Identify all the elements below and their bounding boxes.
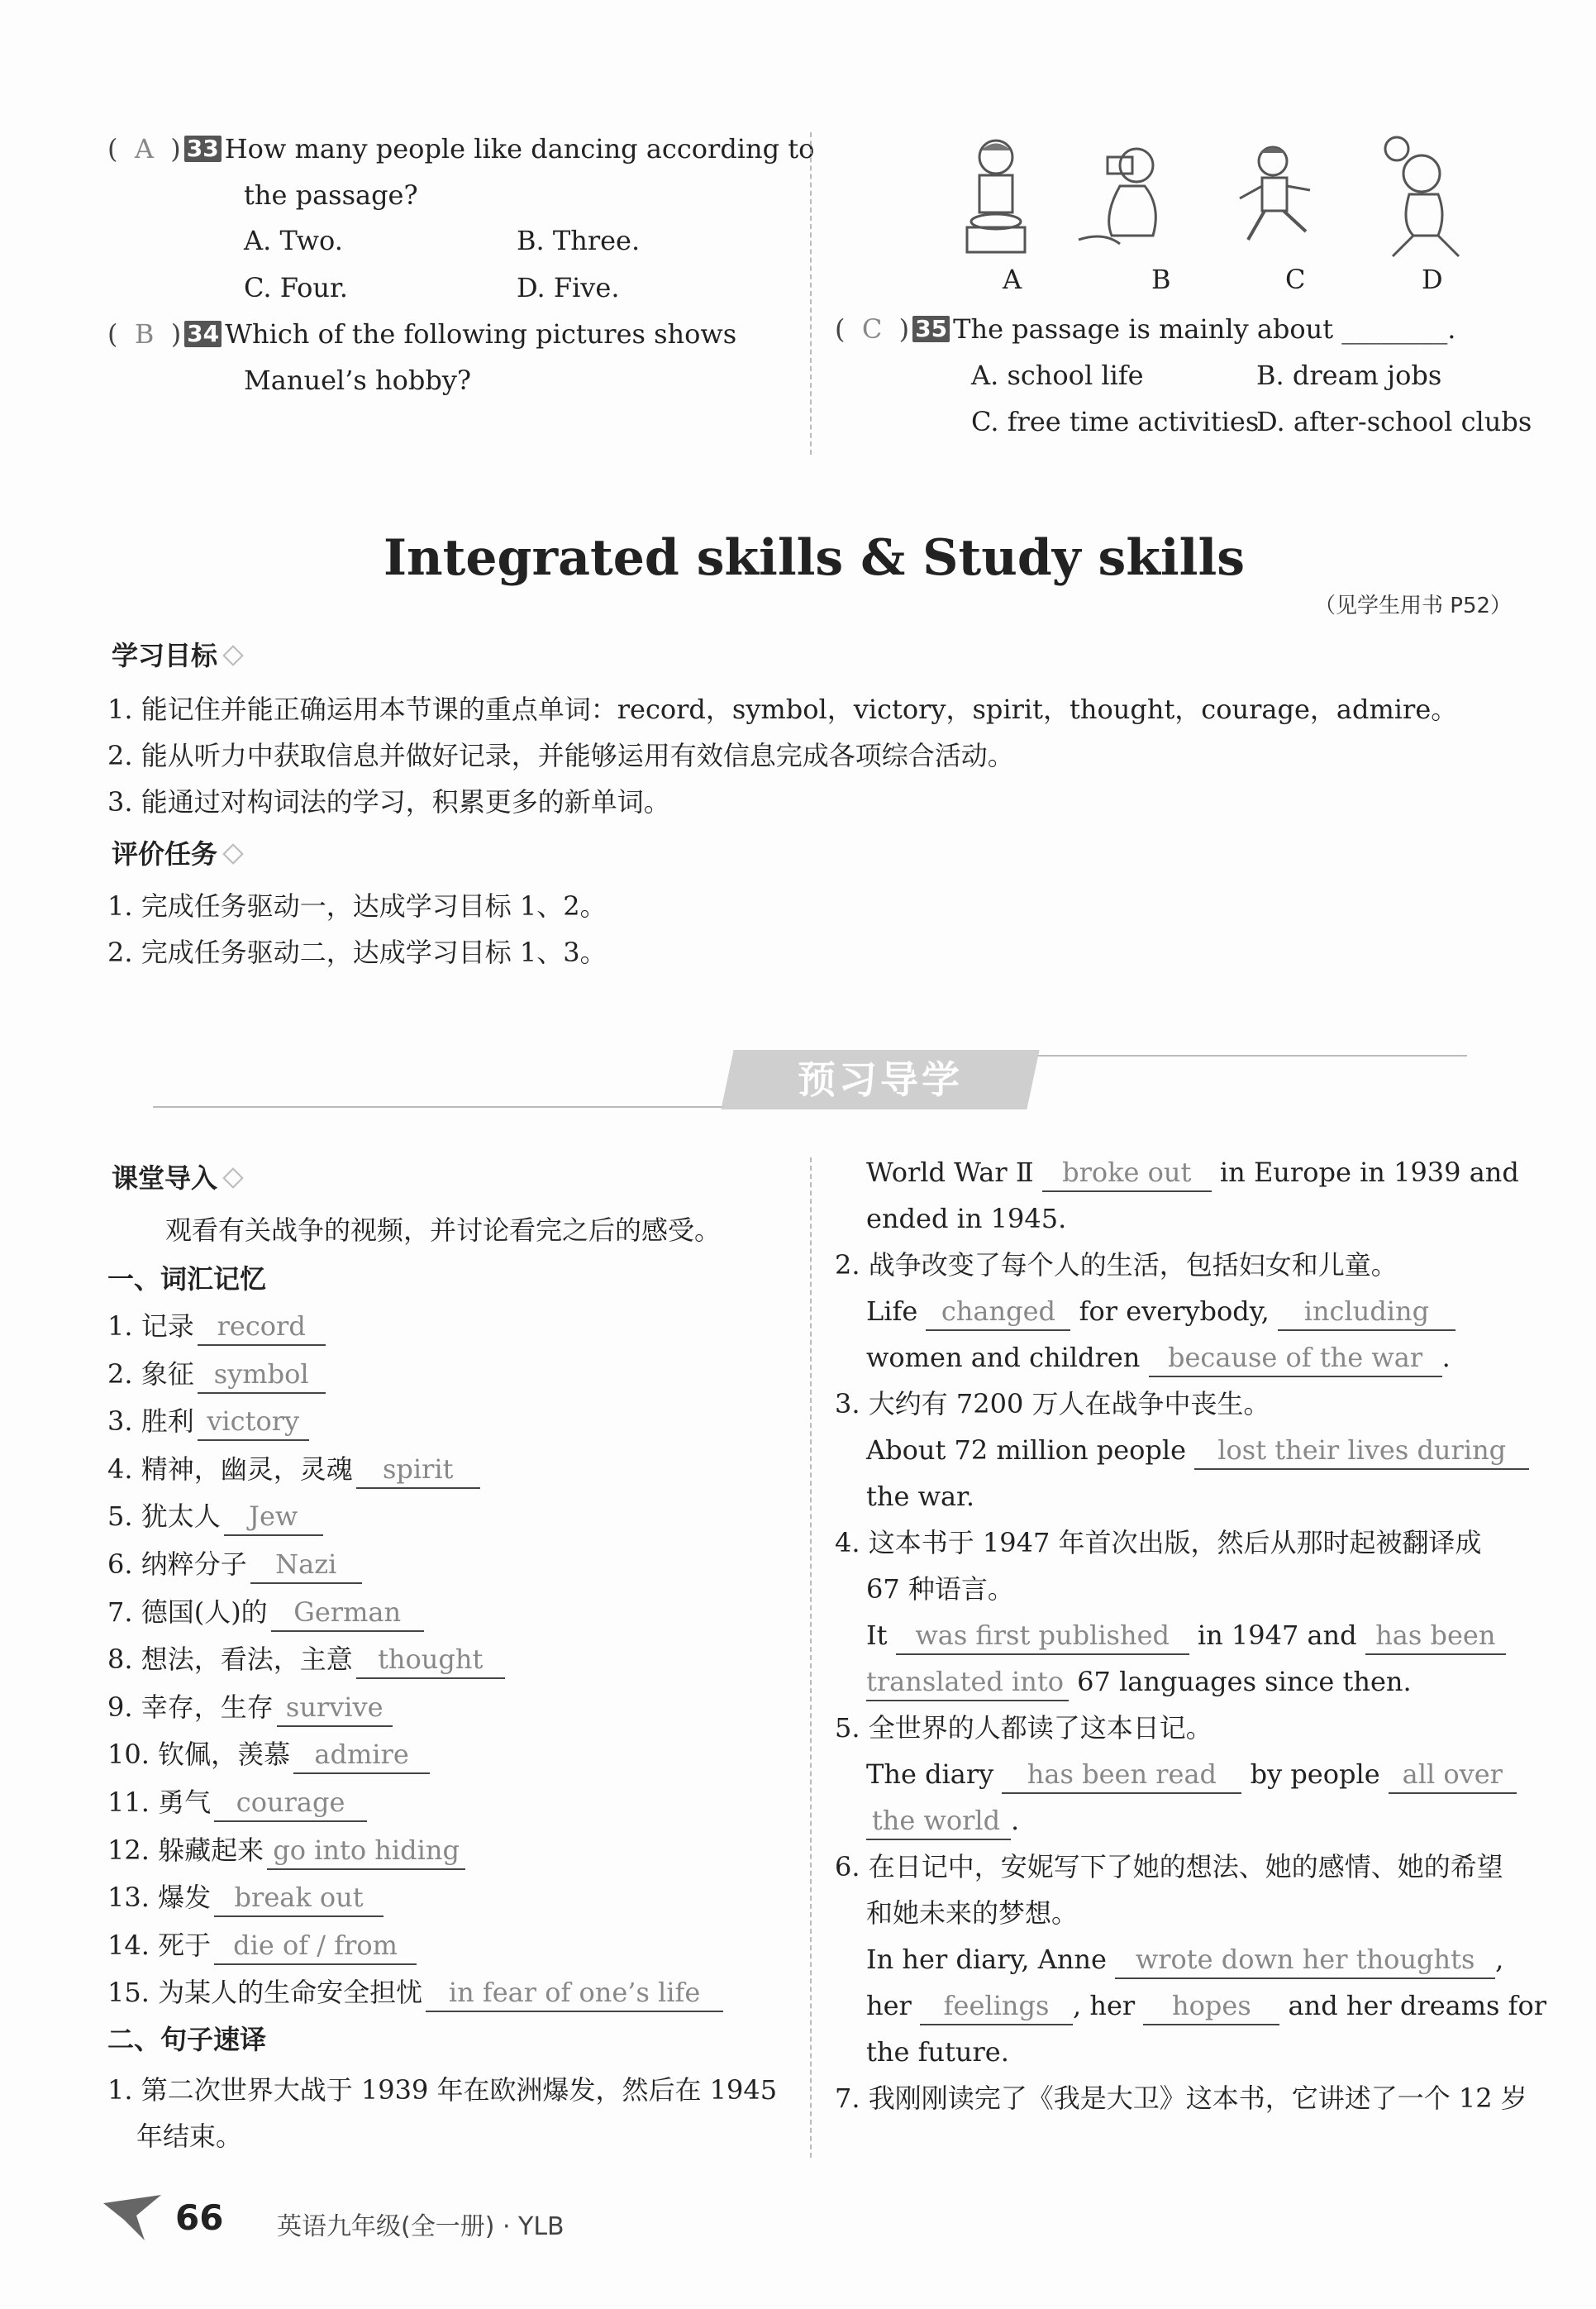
picture-c-runner bbox=[1227, 141, 1327, 256]
sentence-4-cn-b: 67 种语言。 bbox=[866, 1573, 1014, 1605]
sentence-5-cn: 5. 全世界的人都读了这本日记。 bbox=[835, 1712, 1212, 1744]
question-34-line1: ( B ) 34 Which of the following pictures shows bbox=[107, 318, 737, 350]
goal-item-2: 2. 能从听力中获取信息并做好记录，并能够运用有效信息完成各项综合活动。 bbox=[107, 740, 1014, 771]
picture-label-d: D bbox=[1422, 264, 1443, 295]
answer-33: A bbox=[134, 133, 154, 165]
banner-line-right bbox=[1033, 1055, 1467, 1057]
sentence-6-en-line1 bbox=[866, 1936, 1503, 1982]
sentence-1-en-b: ended in 1945. bbox=[866, 1203, 1067, 1234]
vocab-prompt: 7. 德国(人)的 bbox=[107, 1596, 268, 1628]
section-reference: （见学生用书 P52） bbox=[1314, 594, 1513, 618]
vocab-heading: 一、词汇记忆 bbox=[107, 1263, 267, 1295]
question-number-33: 33 bbox=[184, 136, 222, 162]
vocab-prompt: 13. 爆发 bbox=[107, 1882, 212, 1914]
vocab-item bbox=[107, 1922, 417, 1968]
vocab-answer-blank[interactable]: admire bbox=[293, 1736, 430, 1774]
sentence-5-en-line2 bbox=[866, 1797, 1019, 1844]
sentence-2-cn: 2. 战争改变了每个人的生活，包括妇女和儿童。 bbox=[835, 1249, 1398, 1281]
vocab-prompt: 6. 纳粹分子 bbox=[107, 1548, 247, 1580]
vocab-prompt: 2. 象征 bbox=[107, 1357, 194, 1390]
sentences-heading: 二、句子速译 bbox=[107, 2024, 267, 2055]
s6-l2-pre: her bbox=[866, 1990, 912, 2021]
goal-item-1: 1. 能记住并能正确运用本节课的重点单词：record，symbol，victory，spirit，thought，courage，admire。 bbox=[107, 694, 1458, 725]
picture-b-photographer bbox=[1070, 141, 1178, 256]
s6-l2-post: and her dreams for bbox=[1288, 1990, 1547, 2021]
task-item-1: 1. 完成任务驱动一，达成学习目标 1、2。 bbox=[107, 890, 607, 922]
s6-blank-3[interactable]: hopes bbox=[1143, 1987, 1279, 2025]
vocab-answer-blank[interactable]: victory bbox=[198, 1403, 309, 1441]
picture-label-c: C bbox=[1285, 264, 1306, 295]
goal-item-3: 3. 能通过对构词法的学习，积累更多的新单词。 bbox=[107, 786, 670, 818]
vocab-answer-blank[interactable]: die of / from bbox=[214, 1927, 417, 1965]
column-divider-bottom bbox=[810, 1157, 812, 2158]
picture-a-cooking-boy bbox=[946, 132, 1046, 256]
sentence-5-en-line1 bbox=[866, 1751, 1517, 1797]
sentence-1-en-a bbox=[866, 1149, 1519, 1195]
q35-option-b: B. dream jobs bbox=[1256, 360, 1442, 391]
vocab-answer-blank[interactable]: break out bbox=[214, 1879, 384, 1917]
tasks-heading-text: 评价任务 bbox=[112, 838, 218, 870]
vocab-prompt: 8. 想法，看法，主意 bbox=[107, 1643, 353, 1676]
s5-mid: by people bbox=[1250, 1758, 1380, 1790]
s3-blank[interactable]: lost their lives during bbox=[1194, 1432, 1529, 1470]
sentence-2-en-line2 bbox=[866, 1334, 1451, 1381]
q33-option-c: C. Four. bbox=[244, 272, 348, 303]
s4-blank-1[interactable]: was first published bbox=[896, 1617, 1189, 1655]
vocab-item bbox=[107, 1303, 326, 1349]
q35-option-c: C. free time activities bbox=[971, 406, 1260, 437]
vocab-answer-blank[interactable]: thought bbox=[356, 1641, 505, 1679]
question-33-line2: the passage? bbox=[244, 179, 418, 211]
vocab-item bbox=[107, 1541, 362, 1587]
banner-line-left bbox=[153, 1106, 731, 1108]
book-title: 英语九年级(全一册) · YLB bbox=[277, 2212, 565, 2241]
s2-blank-1[interactable]: changed bbox=[926, 1293, 1070, 1331]
vocab-prompt: 15. 为某人的生命安全担忧 bbox=[107, 1977, 423, 2009]
vocab-item bbox=[107, 1398, 309, 1444]
question-33-line1: ( A ) 33 How many people like dancing according to bbox=[107, 133, 815, 165]
vocab-prompt: 14. 死于 bbox=[107, 1929, 212, 1961]
sentence-2-en-line1 bbox=[866, 1288, 1455, 1334]
tasks-heading bbox=[112, 833, 241, 871]
vocab-prompt: 12. 躲藏起来 bbox=[107, 1834, 264, 1866]
s2-l2-post: . bbox=[1441, 1342, 1451, 1373]
vocab-item bbox=[107, 1493, 323, 1539]
s2-blank-3[interactable]: because of the war bbox=[1149, 1339, 1442, 1377]
intro-heading-text: 课堂导入 bbox=[112, 1162, 218, 1194]
q33-option-b: B. Three. bbox=[517, 225, 641, 256]
question-35-line1: ( C ) 35 The passage is mainly about ________. bbox=[835, 313, 1456, 345]
vocab-answer-blank[interactable]: courage bbox=[214, 1784, 367, 1822]
s2-blank-2[interactable]: including bbox=[1278, 1293, 1455, 1331]
sentence-6-en-line3: the future. bbox=[866, 2036, 1009, 2068]
question-number-35: 35 bbox=[912, 316, 950, 342]
s5-post: . bbox=[1011, 1805, 1020, 1836]
sentence-1-cn-b: 年结束。 bbox=[136, 2121, 243, 2152]
diamond-icon bbox=[222, 843, 243, 864]
sentence-3-en-line2: the war. bbox=[866, 1481, 974, 1512]
s5-blank-1[interactable]: has been read bbox=[1002, 1756, 1241, 1794]
s5-pre: The diary bbox=[866, 1758, 994, 1790]
q35-option-a: A. school life bbox=[971, 360, 1144, 391]
diamond-icon bbox=[222, 645, 243, 666]
sentence-6-cn-a: 6. 在日记中，安妮写下了她的想法、她的感情、她的希望 bbox=[835, 1851, 1503, 1882]
vocab-item bbox=[107, 1969, 723, 2016]
s6-pre: In her diary, Anne bbox=[866, 1944, 1107, 1975]
vocab-item bbox=[107, 1446, 480, 1492]
s6-blank-2[interactable]: feelings bbox=[920, 1987, 1073, 2025]
sentence-1-cn-a: 1. 第二次世界大战于 1939 年在欧洲爆发，然后在 1945 bbox=[107, 2074, 778, 2106]
s5-blank-2[interactable]: all over bbox=[1389, 1756, 1517, 1794]
diamond-icon bbox=[222, 1167, 243, 1188]
picture-label-a: A bbox=[1003, 264, 1022, 295]
s5-blank-3[interactable]: the world bbox=[866, 1802, 1011, 1840]
goals-heading-text: 学习目标 bbox=[112, 640, 218, 671]
intro-text: 观看有关战争的视频，并讨论看完之后的感受。 bbox=[165, 1214, 722, 1246]
page-number: 66 bbox=[175, 2197, 224, 2238]
q35-option-d: D. after-school clubs bbox=[1256, 406, 1532, 437]
vocab-prompt: 10. 钦佩，羡慕 bbox=[107, 1739, 291, 1771]
question-35-text: The passage is mainly about ________. bbox=[953, 313, 1456, 345]
picture-d-basketball-player bbox=[1368, 132, 1475, 265]
s1-blank[interactable]: broke out bbox=[1042, 1154, 1212, 1192]
vocab-item bbox=[107, 1779, 367, 1825]
question-34-text: Which of the following pictures shows bbox=[225, 318, 737, 350]
goals-heading bbox=[112, 635, 241, 673]
vocab-item bbox=[107, 1731, 430, 1777]
sentence-6-cn-b: 和她未来的梦想。 bbox=[866, 1897, 1079, 1929]
vocab-item bbox=[107, 1684, 393, 1730]
question-33-text: How many people like dancing according to bbox=[224, 133, 815, 165]
s2-pre: Life bbox=[866, 1295, 918, 1327]
vocab-item bbox=[107, 1589, 424, 1635]
s2-mid: for everybody, bbox=[1079, 1295, 1270, 1327]
sentence-6-en-line2 bbox=[866, 1982, 1546, 2029]
answer-35: C bbox=[861, 313, 883, 345]
s4-pre: It bbox=[866, 1620, 888, 1651]
vocab-prompt: 1. 记录 bbox=[107, 1310, 194, 1342]
task-item-2: 2. 完成任务驱动二，达成学习目标 1、3。 bbox=[107, 937, 607, 968]
s6-l2-mid: , her bbox=[1073, 1990, 1136, 2021]
vocab-answer-blank[interactable]: spirit bbox=[356, 1451, 480, 1489]
vocab-prompt: 3. 胜利 bbox=[107, 1405, 194, 1438]
section-title: Integrated skills & Study skills bbox=[383, 529, 1246, 587]
vocab-item bbox=[107, 1351, 326, 1397]
question-number-34: 34 bbox=[184, 321, 222, 347]
vocab-prompt: 5. 犹太人 bbox=[107, 1500, 221, 1533]
s4-post: 67 languages since then. bbox=[1077, 1666, 1412, 1697]
s3-pre: About 72 million people bbox=[866, 1434, 1187, 1466]
vocab-answer-blank[interactable]: in fear of one’s life bbox=[426, 1974, 723, 2012]
vocab-answer-blank[interactable]: German bbox=[271, 1594, 424, 1632]
vocab-answer-blank[interactable]: survive bbox=[277, 1689, 393, 1727]
answer-34: B bbox=[134, 318, 155, 350]
s6-post: , bbox=[1495, 1944, 1504, 1975]
vocab-answer-blank[interactable]: Nazi bbox=[250, 1546, 362, 1584]
vocab-prompt: 9. 幸存，生存 bbox=[107, 1691, 274, 1723]
vocab-prompt: 11. 勇气 bbox=[107, 1787, 212, 1818]
picture-label-b: B bbox=[1151, 264, 1171, 295]
intro-heading bbox=[112, 1157, 241, 1195]
sentence-7-cn: 7. 我刚刚读完了《我是大卫》这本书，它讲述了一个 12 岁 bbox=[835, 2082, 1527, 2114]
sentence-4-en-line1 bbox=[866, 1612, 1506, 1658]
q33-option-a: A. Two. bbox=[244, 225, 343, 256]
column-divider-top bbox=[810, 132, 812, 455]
question-34-line2: Manuel’s hobby? bbox=[244, 365, 472, 396]
vocab-prompt: 4. 精神，幽灵，灵魂 bbox=[107, 1453, 353, 1485]
banner-title: 预习导学 bbox=[798, 1057, 963, 1102]
s1-pre: World War Ⅱ bbox=[866, 1157, 1034, 1188]
vocab-item bbox=[107, 1827, 465, 1873]
vocab-answer-blank[interactable]: Jew bbox=[224, 1498, 323, 1536]
s1-post: in Europe in 1939 and bbox=[1219, 1157, 1519, 1188]
s4-mid: in 1947 and bbox=[1197, 1620, 1357, 1651]
s4-blank-3[interactable]: translated into bbox=[866, 1663, 1069, 1701]
s6-blank-1[interactable]: wrote down her thoughts bbox=[1115, 1941, 1495, 1979]
sentence-4-en-line2 bbox=[866, 1658, 1412, 1705]
sentence-3-en-line1 bbox=[866, 1427, 1529, 1473]
vocab-item bbox=[107, 1874, 384, 1920]
sentence-4-cn-a: 4. 这本书于 1947 年首次出版，然后从那时起被翻译成 bbox=[835, 1527, 1482, 1558]
vocab-answer-blank[interactable]: go into hiding bbox=[267, 1832, 465, 1870]
s2-l2-pre: women and children bbox=[866, 1342, 1141, 1373]
s4-blank-2[interactable]: has been bbox=[1365, 1617, 1506, 1655]
vocab-answer-blank[interactable]: symbol bbox=[198, 1356, 326, 1394]
sentence-3-cn: 3. 大约有 7200 万人在战争中丧生。 bbox=[835, 1388, 1270, 1419]
vocab-answer-blank[interactable]: record bbox=[198, 1308, 326, 1346]
footer-logo-icon bbox=[103, 2195, 161, 2245]
vocab-item bbox=[107, 1636, 505, 1682]
q33-option-d: D. Five. bbox=[517, 272, 620, 303]
